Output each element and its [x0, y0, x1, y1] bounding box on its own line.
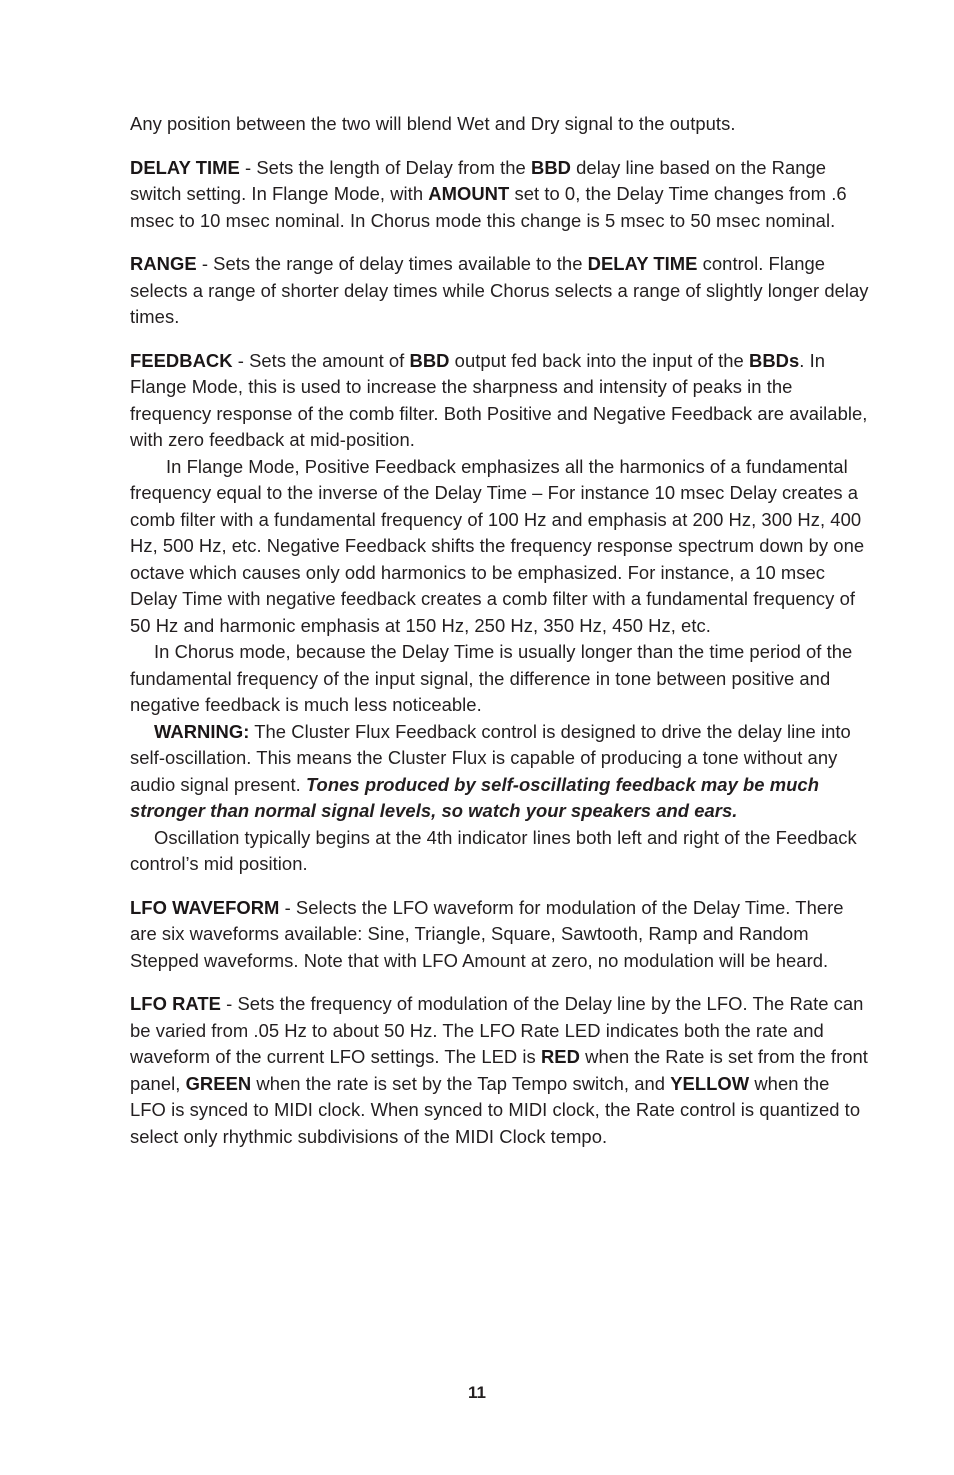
feedback-bold-bbds: BBDs — [749, 349, 800, 371]
page-number: 11 — [468, 1383, 486, 1402]
range-text-1: - Sets the range of delay times available to the — [196, 253, 588, 274]
lfo-rate-text-3: when the rate is set by the Tap Tempo switch, and — [251, 1072, 671, 1094]
delay-time-paragraph — [130, 155, 870, 235]
lfo-rate-term: LFO RATE — [130, 993, 221, 1014]
feedback-bold-bbd: BBD — [409, 349, 450, 371]
lfo-rate-bold-red: RED — [540, 1046, 580, 1067]
feedback-term: FEEDBACK — [130, 349, 233, 371]
lfo-rate-bold-yellow: YELLOW — [670, 1072, 750, 1094]
feedback-warning-paragraph — [130, 719, 870, 825]
range-term: RANGE — [130, 253, 197, 274]
delay-time-bold-bbd: BBD — [531, 156, 571, 178]
delay-time-text-2: delay line based on the Range switch setting. In Flange Mode, with — [130, 156, 827, 204]
feedback-text-3: . In Flange Mode, this is used to increase the sharpness and intensity of peaks in the frequency response of the comb filter. Both Positive and Negative Feedback are available, with zero feedback at mid-position. — [130, 349, 868, 450]
delay-time-text-1: - Sets the length of Delay from the — [239, 156, 531, 178]
feedback-oscillation-paragraph: Oscillation typically begins at the 4th indicator lines both left and right of the Feedback control’s mid position. — [130, 826, 857, 874]
feedback-section — [130, 348, 870, 878]
lfo-rate-bold-green: GREEN — [185, 1072, 252, 1094]
lfo-rate-text-2: when the Rate is set from the front panel, — [130, 1046, 868, 1094]
range-text-2: control. Flange selects a range of shorter delay times while Chorus selects a range of slightly longer delay times. — [130, 253, 869, 327]
delay-time-bold-amount: AMOUNT — [428, 183, 510, 204]
warning-emphasis: Tones produced by self-oscillating feedback may be much stronger than normal signal levels, so watch your speakers and ears. — [130, 773, 819, 821]
warning-text: The Cluster Flux Feedback control is designed to drive the delay line into self-oscillation. This means the Cluster Flux is capable of producing a tone without any audio signal present. — [130, 720, 851, 795]
warning-label: WARNING: — [154, 720, 250, 742]
lfo-waveform-paragraph — [130, 895, 870, 975]
lfo-rate-text-1: - Sets the frequency of modulation of the Delay line by the LFO. The Rate can be varied from .05 Hz to about 50 Hz. The LFO Rate LED indicates both the rate and waveform of the current LFO settings. The LED is — [130, 993, 864, 1067]
feedback-text-2: output fed back into the input of the — [449, 349, 749, 371]
lfo-waveform-text: - Selects the LFO waveform for modulation of the Delay Time. There are six waveforms available: Sine, Triangle, Square, Sawtooth, Ramp and Random Stepped waveforms. Note that with LFO Amount at zero, no modulation will be heard. — [130, 896, 844, 971]
delay-time-term: DELAY TIME — [130, 156, 240, 178]
intro-paragraph — [130, 111, 870, 138]
lfo-rate-paragraph — [130, 991, 870, 1150]
feedback-chorus-paragraph: In Chorus mode, because the Delay Time is usually longer than the time period of the fundamental frequency of the input signal, the difference in tone between positive and negative feedback is much less noticeable. — [130, 641, 853, 715]
range-bold-delay-time: DELAY TIME — [587, 253, 698, 274]
feedback-flange-paragraph: In Flange Mode, Positive Feedback emphasizes all the harmonics of a fundamental frequency equal to the inverse of the Delay Time – For instance 10 msec Delay creates a comb filter with a fundamental frequency of 100 Hz and emphasis at 200 Hz, 300 Hz, 400 Hz, 500 Hz, etc. Negative Feedback shifts the frequency response spectrum down by one octave which causes only odd harmonics to be emphasized. For instance, a 10 msec Delay Time with negative feedback creates a comb filter with a fundamental frequency of 50 Hz and harmonic emphasis at 150 Hz, 250 Hz, 350 Hz, 450 Hz, etc. — [130, 455, 865, 636]
lfo-rate-text-4: when the LFO is synced to MIDI clock. When synced to MIDI clock, the Rate control is quantized to select only rhythmic subdivisions of the MIDI Clock tempo. — [130, 1072, 861, 1147]
feedback-text-1: - Sets the amount of — [232, 349, 410, 371]
feedback-paragraph — [130, 348, 870, 454]
range-paragraph — [130, 251, 870, 331]
delay-time-text-3: set to 0, the Delay Time changes from .6 msec to 10 msec nominal. In Chorus mode this change is 5 msec to 50 msec nominal. — [130, 183, 847, 231]
manual-page-body — [130, 111, 870, 1167]
intro-text: Any position between the two will blend Wet and Dry signal to the outputs. — [130, 113, 736, 134]
lfo-waveform-term: LFO WAVEFORM — [130, 896, 280, 918]
